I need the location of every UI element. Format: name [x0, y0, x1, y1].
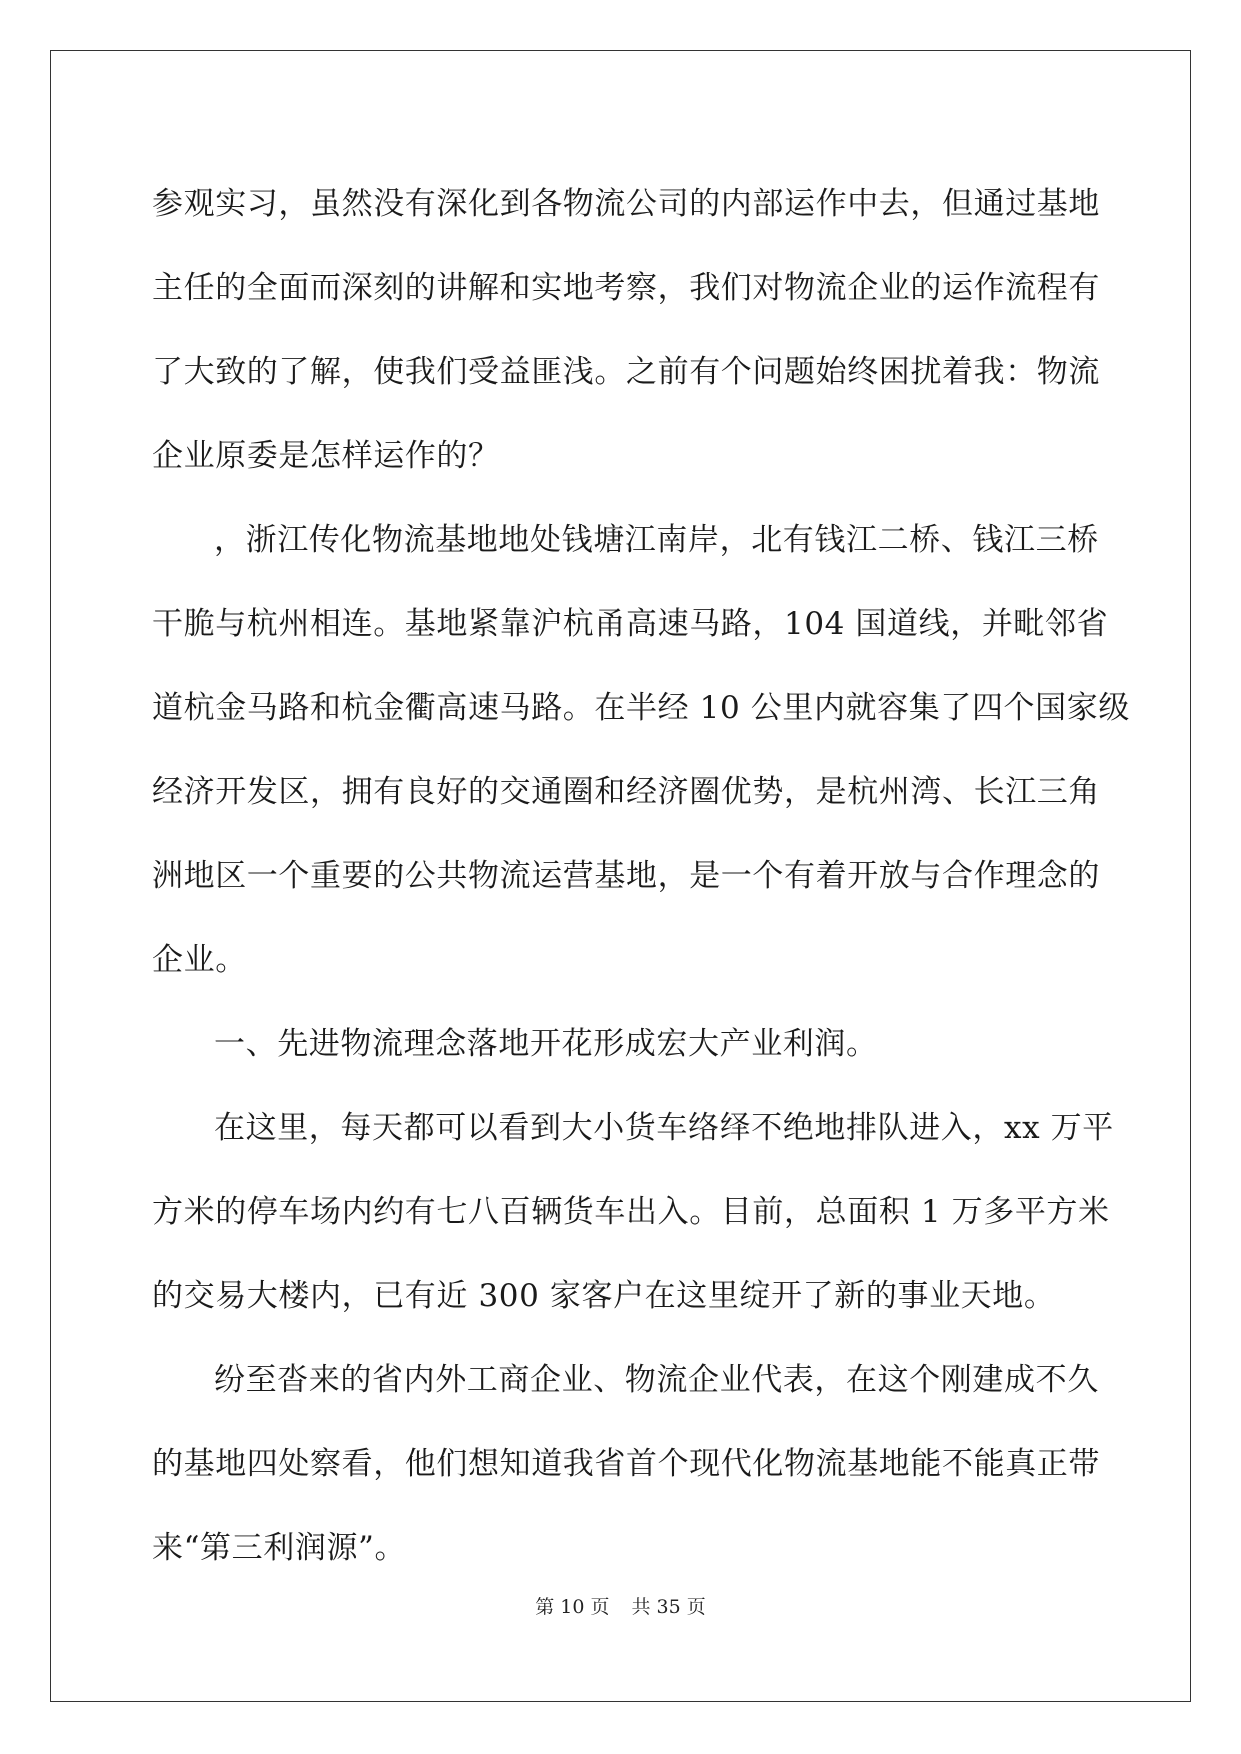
- page-number-total: 共 35 页: [631, 1596, 706, 1618]
- document-body: [152, 162, 1130, 1590]
- text-line: 的基地四处察看，他们想知道我省首个现代化物流基地能不能真正带: [152, 1446, 1100, 1482]
- text-line: 企业原委是怎样运作的？: [152, 438, 500, 474]
- text-line: 参观实习，虽然没有深化到各物流公司的内部运作中去，但通过基地: [152, 186, 1100, 222]
- paragraph: [152, 498, 1130, 1002]
- text-line: 道杭金马路和杭金衢高速马路。在半经 10 公里内就容集了四个国家级: [152, 690, 1130, 726]
- page-footer: [0, 1592, 1241, 1619]
- text-line: ，浙江传化物流基地地处钱塘江南岸，北有钱江二桥、钱江三桥: [214, 522, 1099, 558]
- text-line: 干脆与杭州相连。基地紧靠沪杭甬高速马路，104 国道线，并毗邻省: [152, 606, 1109, 642]
- text-line: 来“第三利润源”。: [152, 1530, 407, 1566]
- text-line: 主任的全面而深刻的讲解和实地考察，我们对物流企业的运作流程有: [152, 270, 1100, 306]
- text-line: 洲地区一个重要的公共物流运营基地，是一个有着开放与合作理念的: [152, 858, 1100, 894]
- text-line: 一、先进物流理念落地开花形成宏大产业利润。: [214, 1026, 878, 1062]
- text-line: 方米的停车场内约有七八百辆货车出入。目前，总面积 1 万多平方米: [152, 1194, 1110, 1230]
- text-line: 经济开发区，拥有良好的交通圈和经济圈优势，是杭州湾、长江三角: [152, 774, 1100, 810]
- paragraph: [152, 1086, 1114, 1338]
- text-line: 了大致的了解，使我们受益匪浅。之前有个问题始终困扰着我：物流: [152, 354, 1100, 390]
- paragraph: [152, 1338, 1100, 1590]
- text-line: 企业。: [152, 942, 247, 978]
- paragraph: [152, 162, 1100, 498]
- text-line: 在这里，每天都可以看到大小货车络绎不绝地排队进入，xx 万平: [214, 1110, 1114, 1146]
- text-line: 纷至沓来的省内外工商企业、物流企业代表，在这个刚建成不久: [214, 1362, 1099, 1398]
- page-number-current: 第 10 页: [535, 1596, 610, 1618]
- section-heading: [152, 1002, 1092, 1086]
- text-line: 的交易大楼内，已有近 300 家客户在这里绽开了新的事业天地。: [152, 1278, 1056, 1314]
